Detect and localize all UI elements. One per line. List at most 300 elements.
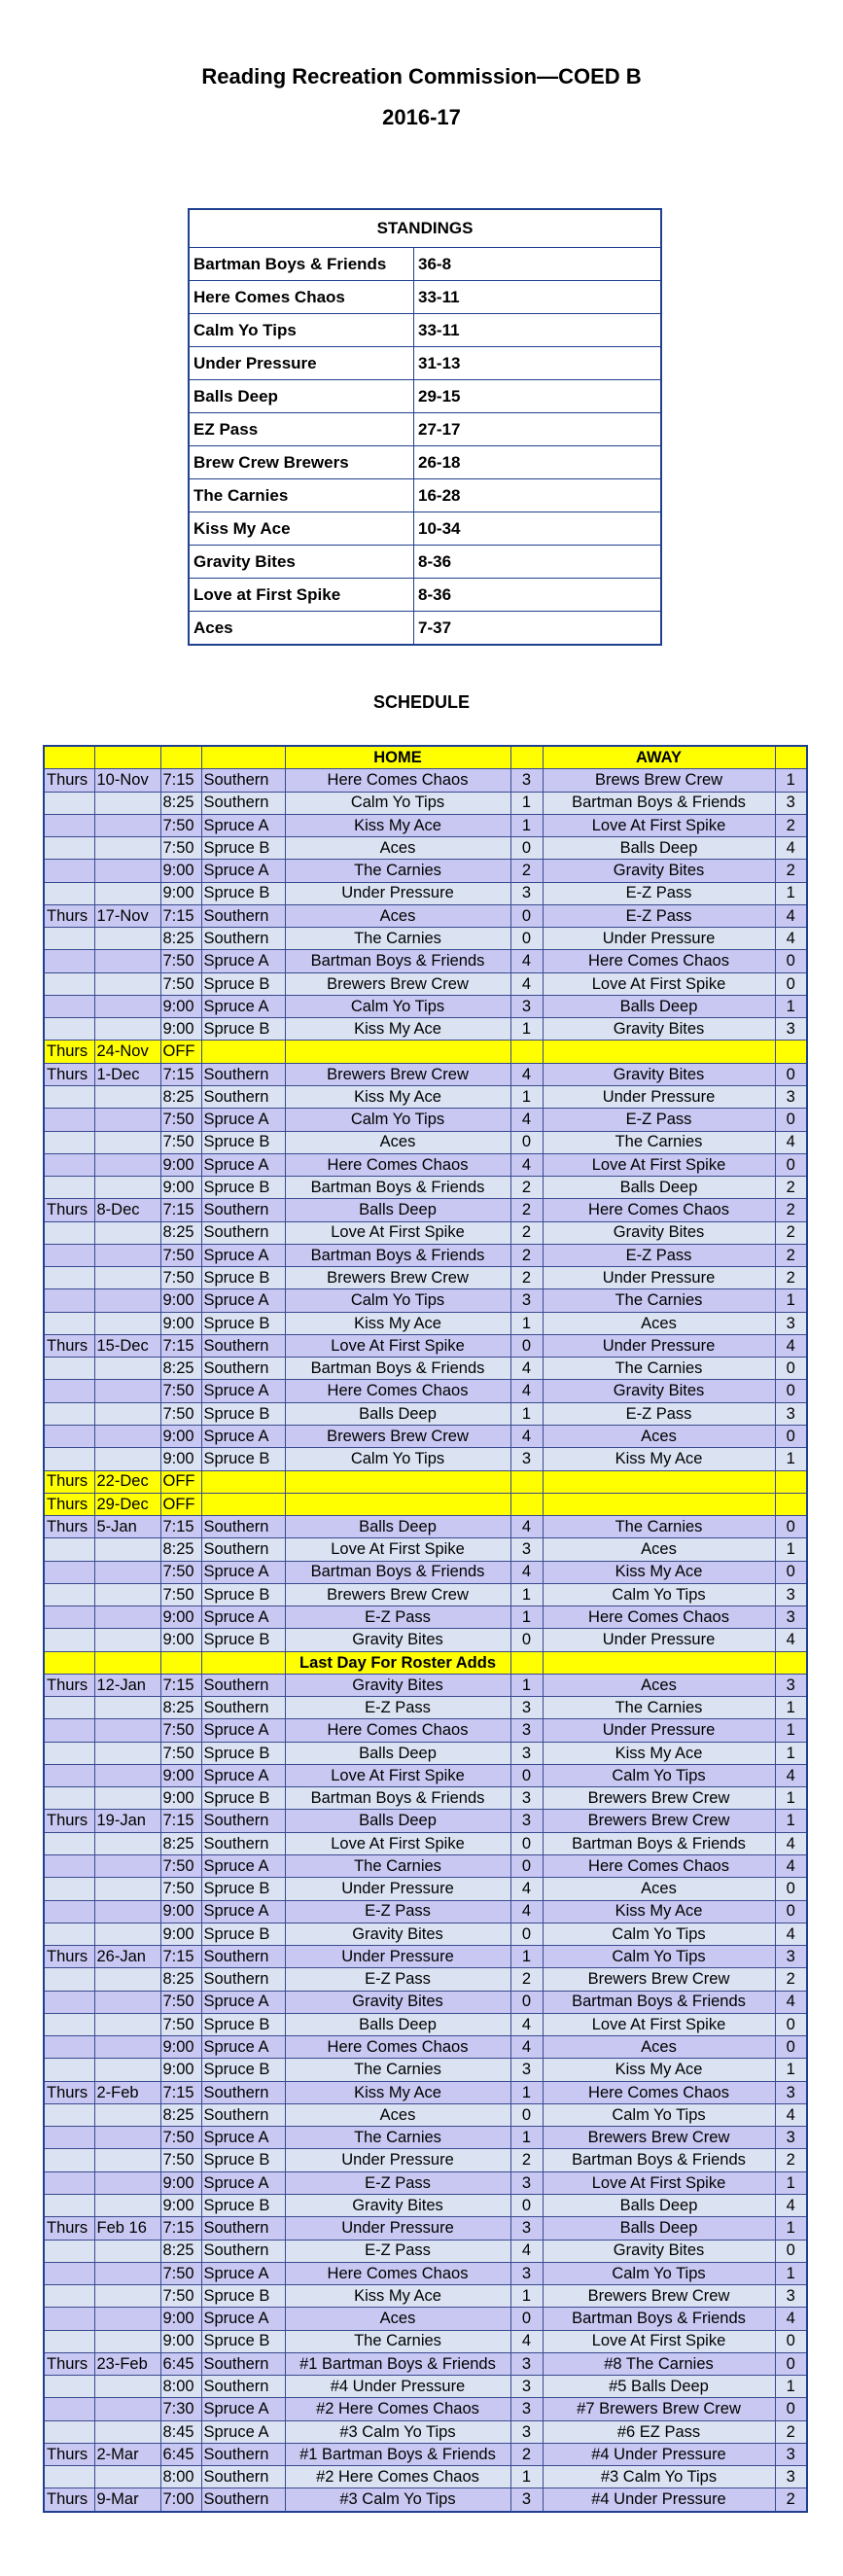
away-team-cell: Brewers Brew Crew [543,2285,775,2308]
away-score-cell: 3 [775,1674,807,1696]
home-score-cell: 2 [510,860,543,882]
time-cell: 8:25 [160,1221,201,1244]
home-score-cell: 0 [510,837,543,860]
away-score-cell: 2 [775,814,807,836]
away-team-cell: Under Pressure [543,1629,775,1651]
court-cell: Spruce B [201,1177,285,1199]
court-cell: Spruce A [201,2398,285,2420]
game-row [44,882,807,904]
time-cell: 7:15 [160,1334,201,1357]
home-team-cell: The Carnies [285,928,510,950]
home-score-cell: 4 [510,2330,543,2352]
home-team-cell: Love At First Spike [285,1764,510,1786]
time-cell: 7:50 [160,972,201,995]
home-team-cell: Gravity Bites [285,1923,510,1945]
time-cell: 7:50 [160,1742,201,1764]
standings-row [189,380,661,413]
date-cell [94,1402,160,1425]
date-cell [94,2285,160,2308]
game-row [44,2285,807,2308]
game-row [44,950,807,972]
time-cell: 9:00 [160,1177,201,1199]
game-row [44,2308,807,2330]
home-score-cell: 1 [510,2127,543,2149]
day-cell [44,814,94,836]
home-team-cell: Brewers Brew Crew [285,1267,510,1289]
home-score-cell: 3 [510,1810,543,1832]
away-score-cell: 3 [775,1606,807,1629]
home-team-cell: Kiss My Ace [285,1085,510,1108]
home-score-cell: 0 [510,2103,543,2126]
time-cell: 7:50 [160,1561,201,1583]
date-cell: 15-Dec [94,1334,160,1357]
home-score-cell: 4 [510,1561,543,1583]
header-cell [94,746,160,769]
game-row [44,2081,807,2103]
away-score-cell: 1 [775,882,807,904]
away-score-cell: 4 [775,2195,807,2217]
day-cell [44,1221,94,1244]
date-cell [94,1177,160,1199]
game-row [44,1109,807,1131]
day-cell [44,1177,94,1199]
court-cell: Spruce A [201,1719,285,1742]
game-row [44,928,807,950]
date-cell [94,1109,160,1131]
away-score-cell: 0 [775,2036,807,2059]
day-cell [44,2013,94,2035]
home-team-cell: Calm Yo Tips [285,995,510,1017]
home-score-cell: 2 [510,1968,543,1991]
team-name: Balls Deep [189,380,414,413]
time-cell: 8:25 [160,792,201,814]
court-cell: Spruce A [201,2036,285,2059]
home-score-cell: 0 [510,928,543,950]
team-record: 8-36 [414,546,662,579]
time-cell: 7:50 [160,1244,201,1266]
date-cell [94,1221,160,1244]
date-cell [94,1629,160,1651]
game-row [44,972,807,995]
game-row [44,2398,807,2420]
day-cell [44,1923,94,1945]
time-cell: 9:00 [160,995,201,1017]
home-score-cell: 0 [510,1334,543,1357]
away-score-cell: 4 [775,2308,807,2330]
day-cell [44,1697,94,1719]
game-row [44,1583,807,1606]
day-cell [44,2285,94,2308]
home-team-cell: Balls Deep [285,1199,510,1221]
game-row [44,2059,807,2081]
date-cell [94,972,160,995]
time-cell: 7:15 [160,2217,201,2240]
standings-row [189,512,661,546]
home-team-cell: E-Z Pass [285,2171,510,2194]
date-cell [94,2262,160,2284]
home-score-cell: 1 [510,1312,543,1334]
home-score-cell: 1 [510,814,543,836]
away-team-cell: Balls Deep [543,995,775,1017]
game-row [44,1787,807,1810]
day-cell [44,1878,94,1900]
standings-row [189,281,661,314]
away-score-cell: 2 [775,1968,807,1991]
standings-row [189,612,661,646]
game-row [44,1425,807,1447]
date-cell [94,2149,160,2171]
home-team-cell: The Carnies [285,2330,510,2352]
home-team-cell: Aces [285,1131,510,1153]
home-team-cell: #1 Bartman Boys & Friends [285,2443,510,2465]
away-score-cell: 3 [775,1946,807,1968]
home-score-cell: 1 [510,2466,543,2488]
court-cell: Spruce A [201,995,285,1017]
game-row [44,1018,807,1041]
time-cell: 6:45 [160,2352,201,2375]
time-cell: 8:25 [160,1968,201,1991]
home-team-cell [285,1493,510,1515]
game-row [44,1832,807,1854]
away-team-cell: Kiss My Ace [543,1900,775,1923]
home-score-cell: 3 [510,1719,543,1742]
home-team-cell: Balls Deep [285,1402,510,1425]
away-team-cell: Gravity Bites [543,1018,775,1041]
time-cell: 7:50 [160,2127,201,2149]
game-row [44,2171,807,2194]
date-cell [94,1742,160,1764]
time-cell: 7:50 [160,814,201,836]
home-score-cell: 3 [510,2262,543,2284]
home-team-cell: Under Pressure [285,1878,510,1900]
away-score-cell: 1 [775,2376,807,2398]
home-team-cell: Gravity Bites [285,1629,510,1651]
day-cell [44,1561,94,1583]
date-cell: 1-Dec [94,1063,160,1085]
time-cell: 9:00 [160,1629,201,1651]
day-cell [44,2195,94,2217]
home-team-cell: Bartman Boys & Friends [285,1177,510,1199]
home-score-cell: 1 [510,1946,543,1968]
away-team-cell: The Carnies [543,1516,775,1538]
home-team-cell: E-Z Pass [285,2240,510,2262]
home-score-cell: 3 [510,1742,543,1764]
away-team-cell: Bartman Boys & Friends [543,2149,775,2171]
home-team-cell: #1 Bartman Boys & Friends [285,2352,510,2375]
away-score-cell: 0 [775,1425,807,1447]
day-cell [44,1583,94,1606]
away-score-cell: 1 [775,1719,807,1742]
date-cell: 10-Nov [94,769,160,792]
date-cell [94,2171,160,2194]
day-cell [44,1153,94,1176]
standings-row [189,579,661,612]
away-team-cell: Calm Yo Tips [543,1946,775,1968]
home-team-cell: Love At First Spike [285,1334,510,1357]
schedule-note-row [44,1041,807,1063]
date-cell [94,1561,160,1583]
date-cell [94,950,160,972]
time-cell: 8:25 [160,2240,201,2262]
game-row [44,1289,807,1312]
day-cell [44,1358,94,1380]
time-cell: 7:50 [160,2149,201,2171]
court-cell: Spruce B [201,2195,285,2217]
game-row [44,2443,807,2465]
home-team-cell: Last Day For Roster Adds [285,1651,510,1674]
court-cell: Southern [201,769,285,792]
day-cell [44,1425,94,1447]
date-cell: 22-Dec [94,1470,160,1493]
game-row [44,2036,807,2059]
away-team-cell: Calm Yo Tips [543,1764,775,1786]
away-score-cell: 0 [775,1878,807,1900]
time-cell: OFF [160,1493,201,1515]
away-score-cell: 3 [775,2466,807,2488]
court-cell: Spruce B [201,1878,285,1900]
game-row [44,1085,807,1108]
away-team-cell [543,1651,775,1674]
away-team-cell: #6 EZ Pass [543,2420,775,2443]
home-team-cell: Here Comes Chaos [285,769,510,792]
team-name: Gravity Bites [189,546,414,579]
court-cell: Southern [201,2081,285,2103]
game-row [44,2330,807,2352]
standings-header-row [189,209,661,248]
date-cell [94,1606,160,1629]
time-cell: 9:00 [160,882,201,904]
home-score-cell: 4 [510,1516,543,1538]
game-row [44,1402,807,1425]
away-team-cell: Love At First Spike [543,814,775,836]
time-cell: 8:00 [160,2376,201,2398]
home-team-cell: Bartman Boys & Friends [285,1787,510,1810]
date-cell [94,1900,160,1923]
time-cell: 7:00 [160,2488,201,2512]
court-cell: Southern [201,1516,285,1538]
away-score-cell: 4 [775,1991,807,2013]
away-header: AWAY [543,746,775,769]
court-cell: Spruce B [201,1448,285,1470]
day-cell: Thurs [44,1063,94,1085]
away-score-cell: 4 [775,1334,807,1357]
home-team-cell: Kiss My Ace [285,1018,510,1041]
home-score-cell: 2 [510,2149,543,2171]
day-cell [44,1900,94,1923]
day-cell: Thurs [44,2217,94,2240]
court-cell: Spruce A [201,1109,285,1131]
away-team-cell: Love At First Spike [543,1153,775,1176]
day-cell [44,2149,94,2171]
team-name: Bartman Boys & Friends [189,248,414,281]
date-cell [94,1448,160,1470]
day-cell [44,1538,94,1561]
day-cell: Thurs [44,2488,94,2512]
team-record: 8-36 [414,579,662,612]
court-cell: Spruce B [201,1742,285,1764]
header-cell [160,746,201,769]
home-score-cell: 3 [510,995,543,1017]
home-team-cell: Balls Deep [285,2013,510,2035]
game-row [44,1900,807,1923]
home-team-cell: #3 Calm Yo Tips [285,2420,510,2443]
home-score-cell: 4 [510,1900,543,1923]
away-score-cell: 4 [775,1764,807,1786]
away-score-cell [775,1651,807,1674]
home-team-cell: Brewers Brew Crew [285,1425,510,1447]
schedule-title: SCHEDULE [372,692,470,712]
schedule-note-row [44,1651,807,1674]
home-score-cell: 4 [510,1358,543,1380]
day-cell [44,2059,94,2081]
day-cell [44,2036,94,2059]
away-team-cell: The Carnies [543,1697,775,1719]
away-team-cell: Under Pressure [543,1719,775,1742]
away-score-cell: 3 [775,1018,807,1041]
away-team-cell: E-Z Pass [543,904,775,927]
away-team-cell: The Carnies [543,1358,775,1380]
home-score-cell: 3 [510,1448,543,1470]
away-score-cell: 0 [775,2398,807,2420]
time-cell: 8:25 [160,1358,201,1380]
time-cell: 9:00 [160,1900,201,1923]
away-team-cell: Love At First Spike [543,2171,775,2194]
home-score-cell: 4 [510,972,543,995]
date-cell [94,1855,160,1878]
away-team-cell: #4 Under Pressure [543,2488,775,2512]
date-cell: 19-Jan [94,1810,160,1832]
home-team-cell: Under Pressure [285,882,510,904]
home-score-cell: 0 [510,1923,543,1945]
court-cell: Spruce A [201,1425,285,1447]
away-team-cell: Love At First Spike [543,2330,775,2352]
away-score-cell: 4 [775,837,807,860]
day-cell: Thurs [44,1946,94,1968]
day-cell [44,1244,94,1266]
home-score-cell [510,1041,543,1063]
date-cell [94,2013,160,2035]
day-cell [44,1742,94,1764]
game-row [44,1855,807,1878]
away-score-cell: 4 [775,904,807,927]
home-score-cell: 0 [510,1855,543,1878]
court-cell: Southern [201,1832,285,1854]
home-header: HOME [285,746,510,769]
court-cell: Southern [201,1697,285,1719]
away-team-cell: Here Comes Chaos [543,1855,775,1878]
date-cell [94,2195,160,2217]
time-cell: 7:50 [160,837,201,860]
team-record: 31-13 [414,347,662,380]
day-cell: Thurs [44,904,94,927]
date-cell [94,1764,160,1786]
away-score-cell: 2 [775,2149,807,2171]
date-cell [94,792,160,814]
day-cell [44,2103,94,2126]
away-score-cell: 0 [775,2013,807,2035]
day-cell [44,950,94,972]
date-cell [94,2059,160,2081]
home-team-cell: Here Comes Chaos [285,2262,510,2284]
game-row [44,995,807,1017]
game-row [44,1063,807,1085]
home-score-cell: 1 [510,1402,543,1425]
game-row [44,1244,807,1266]
home-team-cell: #3 Calm Yo Tips [285,2488,510,2512]
home-team-cell: Calm Yo Tips [285,1448,510,1470]
home-team-cell: Kiss My Ace [285,814,510,836]
away-score-cell: 4 [775,2103,807,2126]
away-team-cell: Gravity Bites [543,2240,775,2262]
schedule-table [43,745,808,2513]
away-score-cell [775,1470,807,1493]
day-cell [44,1629,94,1651]
away-team-cell: Under Pressure [543,1085,775,1108]
time-cell: 7:50 [160,1991,201,2013]
court-cell: Spruce A [201,2262,285,2284]
game-row [44,1968,807,1991]
away-score-cell: 0 [775,1561,807,1583]
game-row [44,1719,807,1742]
date-cell [94,1719,160,1742]
game-row [44,1448,807,1470]
header-cell [201,746,285,769]
time-cell: 7:50 [160,1855,201,1878]
game-row [44,1334,807,1357]
away-score-cell: 4 [775,928,807,950]
time-cell: 8:25 [160,928,201,950]
court-cell: Spruce B [201,2013,285,2035]
home-team-cell: Under Pressure [285,1946,510,1968]
time-cell: 7:15 [160,1199,201,1221]
away-score-cell: 4 [775,1855,807,1878]
time-cell: 8:45 [160,2420,201,2443]
court-cell: Southern [201,1063,285,1085]
game-row [44,1358,807,1380]
standings-row [189,248,661,281]
home-team-cell [285,1470,510,1493]
court-cell: Spruce A [201,1244,285,1266]
home-score-cell [510,1651,543,1674]
home-team-cell: Gravity Bites [285,1991,510,2013]
home-team-cell: #2 Here Comes Chaos [285,2398,510,2420]
day-cell: Thurs [44,1334,94,1357]
home-team-cell: Brewers Brew Crew [285,972,510,995]
away-team-cell [543,1493,775,1515]
away-team-cell: E-Z Pass [543,1109,775,1131]
date-cell: 5-Jan [94,1516,160,1538]
date-cell [94,2420,160,2443]
time-cell: 9:00 [160,1448,201,1470]
schedule-note-row [44,1470,807,1493]
date-cell [94,2103,160,2126]
game-row [44,904,807,927]
away-team-cell: Here Comes Chaos [543,2081,775,2103]
team-name: EZ Pass [189,413,414,446]
away-team-cell: E-Z Pass [543,1244,775,1266]
team-record: 27-17 [414,413,662,446]
court-cell: Spruce B [201,2285,285,2308]
header-cell [775,746,807,769]
time-cell: 8:25 [160,1085,201,1108]
away-team-cell: Balls Deep [543,1177,775,1199]
home-score-cell: 1 [510,1018,543,1041]
date-cell [94,928,160,950]
home-score-cell: 3 [510,2376,543,2398]
team-name: Kiss My Ace [189,512,414,546]
away-team-cell: Here Comes Chaos [543,950,775,972]
home-team-cell: Bartman Boys & Friends [285,1358,510,1380]
